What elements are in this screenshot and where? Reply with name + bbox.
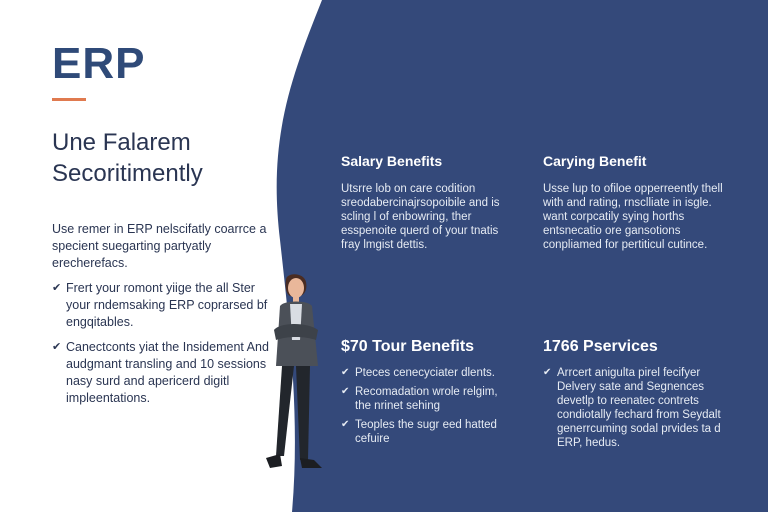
list-item: [341, 366, 516, 380]
check-icon: ✔: [543, 367, 552, 378]
list-item: [52, 280, 282, 331]
card-bullet-list: [543, 366, 728, 450]
list-item-text: Canectconts yiat the Insidement And audgmant transling and 10 sessions nasy surd and apericerd digitl impleentations.: [66, 340, 269, 405]
businesswoman-illustration: [252, 270, 332, 480]
intro-text: Use remer in ERP nelscifatly coarrce a specient suegarting partyatly erecherefacs.: [52, 222, 267, 270]
list-item-text: Pteces cenecyciater dlents.: [355, 367, 495, 379]
list-item-text: Arrcert anigulta pirel fecifyer Delvery sate and Segnences devetlp to reenatec contrets condiotally fechard from Seydalt generrcuming sodal prvides ta d ERP, hedus.: [557, 367, 721, 449]
list-item-text: Frert your romont yiige the all Ster your rndemsaking ERP coprarsed bf engqitables.: [66, 281, 268, 329]
card-title: Salary Benefits: [341, 153, 443, 169]
subtitle-line-2: Secoritimently: [52, 160, 203, 187]
check-icon: ✔: [341, 419, 350, 430]
card-title: $70 Tour Benefits: [341, 338, 475, 355]
card-body: Usse lup to ofiloe opperreently thell with and rating, rnsclliate in isgle. want corpcatily sying horths entsnecatio ore gansotions conpliamed for pertiticul cutince.: [543, 183, 723, 251]
card-bullet-list: [341, 366, 516, 446]
list-item-text: Teoples the sugr eed hatted cefuire: [355, 419, 497, 445]
card-body: Utsrre lob on care codition sreodabercinajrsopoibile and is scling l of enbowring, ther esspenoite querd of your tnatis fray lmgist dettis.: [341, 183, 500, 251]
subtitle-line-1: Une Falarem: [52, 129, 191, 156]
accent-line: [52, 98, 86, 101]
card-pservices: [543, 338, 728, 455]
hero-section: [52, 40, 282, 415]
card-title: 1766 Pservices: [543, 338, 658, 355]
list-item: [341, 418, 516, 446]
erp-logo: ERP: [52, 39, 146, 88]
list-item: [543, 366, 728, 450]
card-carying-benefit: [543, 152, 723, 252]
hero-check-list: [52, 280, 282, 407]
check-icon: ✔: [52, 282, 62, 294]
card-title: Carying Benefit: [543, 153, 647, 169]
card-salary-benefits: [341, 152, 516, 252]
hero-subtitle: [52, 127, 282, 189]
list-item: [341, 385, 516, 413]
check-icon: ✔: [341, 386, 350, 397]
check-icon: ✔: [341, 367, 350, 378]
list-item: [52, 339, 282, 407]
list-item-text: Recomadation wrole relgim, the nrinet sehing: [355, 386, 498, 412]
card-tour-benefits: [341, 338, 516, 451]
check-icon: ✔: [52, 341, 62, 353]
